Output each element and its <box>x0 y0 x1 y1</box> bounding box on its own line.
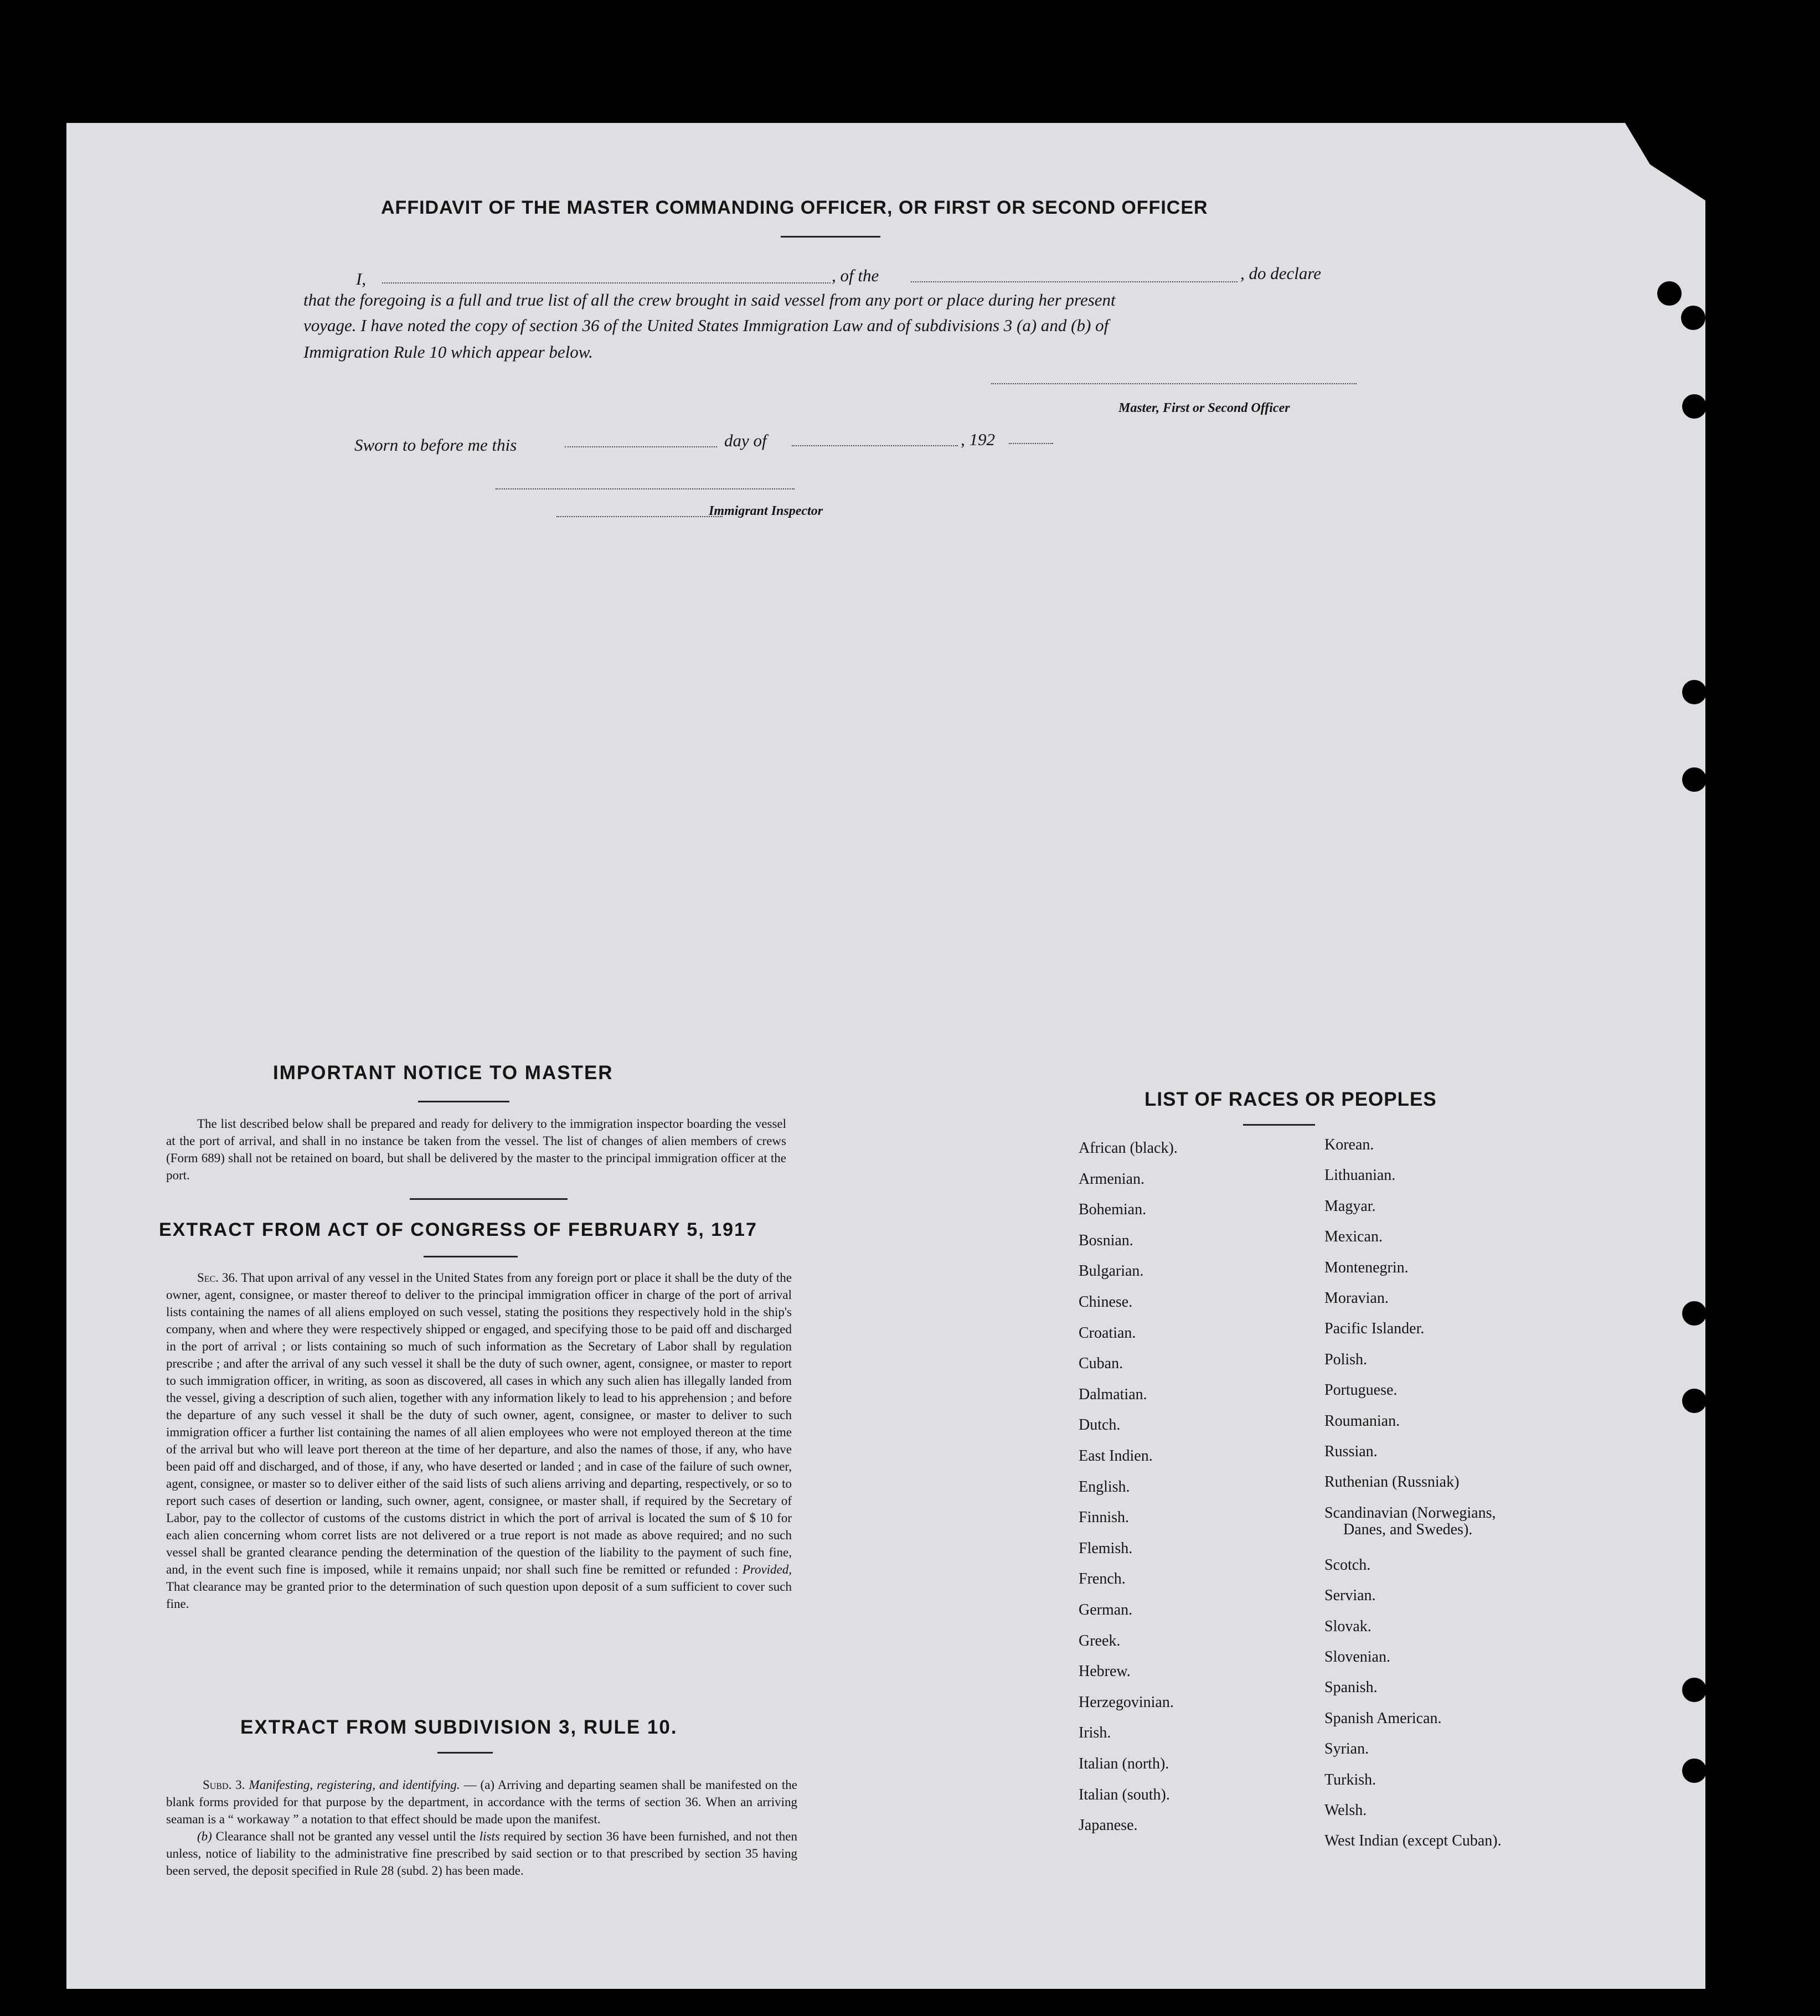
punch-hole <box>1682 1301 1706 1326</box>
notice-body: The list described below shall be prepared and ready for delivery to the immigration inspector boarding the vessel at the port of arrival, and shall in no instance be taken from the vessel. The list of changes of alien members of crews (Form 689) shall not be retained on board, but shall be delivered by the master to the principal immigration officer at the port. <box>166 1117 786 1182</box>
race-item: Syrian. <box>1324 1740 1369 1758</box>
races-title: LIST OF RACES OR PEOPLES <box>1144 1089 1437 1110</box>
race-item: West Indian (except Cuban). <box>1324 1832 1502 1850</box>
vessel-name-field[interactable] <box>911 281 1238 282</box>
punch-hole <box>1682 767 1706 792</box>
act-extract-body <box>166 1269 792 1612</box>
race-item: Bulgarian. <box>1079 1262 1144 1280</box>
inspector-signature-field-2[interactable] <box>556 516 723 517</box>
provided-label: Provided, <box>742 1563 792 1576</box>
race-item: African (black). <box>1079 1140 1178 1157</box>
rule-rule <box>437 1752 493 1754</box>
rule-extract-body <box>166 1776 797 1879</box>
notice-rule <box>418 1101 509 1102</box>
race-item: Turkish. <box>1324 1771 1376 1788</box>
declarant-name-field[interactable] <box>382 282 831 283</box>
race-item: Servian. <box>1324 1587 1376 1605</box>
race-item: Bohemian. <box>1079 1201 1147 1219</box>
punch-hole <box>1682 1678 1706 1702</box>
master-signature-field[interactable] <box>991 383 1357 384</box>
declarant-label: I, <box>356 269 367 288</box>
para-b-lists: lists <box>479 1829 500 1843</box>
race-item: Dutch. <box>1079 1416 1121 1434</box>
race-item: French. <box>1079 1570 1126 1588</box>
race-item: Welsh. <box>1324 1802 1367 1819</box>
act-text-end: That clearance may be granted prior to the determination of such question upon deposit of a sum sufficient to cover such fine. <box>166 1580 792 1611</box>
affidavit-title: AFFIDAVIT OF THE MASTER COMMANDING OFFICER, OR FIRST OR SECOND OFFICER <box>381 197 1208 218</box>
race-item: Portuguese. <box>1324 1381 1398 1399</box>
race-item: Slovenian. <box>1324 1648 1390 1666</box>
race-item: English. <box>1079 1478 1130 1496</box>
race-item: Polish. <box>1324 1350 1368 1368</box>
race-item: Lithuanian. <box>1324 1167 1396 1184</box>
document-page <box>66 123 1705 1989</box>
para-a: — (a) Arriving and departing seamen shall be manifested on the blank forms provided for that purpose by the department, in accordance with the terms of section 36. When an arriving seaman is a “ workaway ” a notation to that effect should be made upon the manifest. <box>166 1778 798 1826</box>
affidavit-line-4: Immigration Rule 10 which appear below. <box>303 342 593 362</box>
punch-hole <box>1682 680 1706 704</box>
race-item: Russian. <box>1324 1443 1378 1460</box>
race-item: Cuban. <box>1079 1355 1123 1373</box>
race-item: Finnish. <box>1079 1509 1130 1527</box>
race-item: Irish. <box>1079 1724 1111 1742</box>
race-item: Dalmatian. <box>1079 1385 1147 1403</box>
race-item: Croatian. <box>1079 1324 1136 1342</box>
sworn-day-field[interactable] <box>565 446 717 447</box>
race-item: Italian (south). <box>1079 1786 1170 1803</box>
race-item: Spanish. <box>1324 1679 1378 1697</box>
year-label: , 192 <box>961 430 995 449</box>
act-extract-title: EXTRACT FROM ACT OF CONGRESS OF FEBRUARY 5, 1917 <box>159 1219 757 1240</box>
race-item: Chinese. <box>1079 1293 1133 1311</box>
punch-hole <box>1681 306 1705 330</box>
notice-divider <box>410 1198 568 1200</box>
race-item: Korean. <box>1324 1136 1374 1153</box>
punch-hole <box>1657 281 1682 306</box>
race-item: Italian (north). <box>1079 1755 1169 1772</box>
notice-title: IMPORTANT NOTICE TO MASTER <box>273 1062 613 1084</box>
race-item: Scandinavian (Norwegians, <box>1324 1504 1496 1522</box>
subd-label: Subd. 3. <box>203 1778 245 1792</box>
race-item: Slovak. <box>1324 1617 1372 1635</box>
race-item: Danes, and Swedes). <box>1343 1520 1473 1538</box>
punch-hole <box>1682 1759 1706 1783</box>
act-text: That upon arrival of any vessel in the United States from any foreign port or place it shall be the duty of the owner, agent, consignee, or master thereof to deliver to the principal immigration officer in charge of the port of arrival lists containing the names of all aliens employed on such vessel, stating the positions they respectively hold in the ship's company, when and where they were respectively shipped or engaged, and specifying those to be paid off and discharged in the port of arrival ; or lists containing so much of such information as the Secretary of Labor shall by regulation prescribe ; and after the arrival of any such vessel it shall be the duty of such owner, agent, consignee, or master to report to such immigration officer, in writing, as soon as discovered, all cases in which any such alien has illegally landed from the vessel, giving a description of such alien, together with any information likely to lead to his apprehension ; and before the departure of any such vessel it shall be the duty of such owner, agent, consignee, or master to deliver to such immigration officer a further list containing the names of all alien employees who were not employed thereon at the time of the arrival but who will leave port thereon at the time of her departure, and also the names of those, if any, who have been paid off and discharged, and of those, if any, who have deserted or landed ; and in case of the failure of such owner, agent, consignee, or master so to deliver either of the said lists of such aliens arriving and departing, respectively, or so to report such cases of desertion or landing, such owner, agent, consignee, or master shall, if required by the Secretary of Labor, pay to the collector of customs of the customs district in which the port of arrival is located the sum of $ 10 for each alien concerning whom corret lists are not delivered or a true report is not made as above required; and no such vessel shall be granted clearance pending the determination of the question of the liability to the payment of such fine, and, in the event such fine is imposed, while it remains unpaid; nor shall such fine be remitted or refunded : <box>166 1271 792 1576</box>
race-item: Bosnian. <box>1079 1231 1133 1249</box>
rule-extract-title: EXTRACT FROM SUBDIVISION 3, RULE 10. <box>240 1716 678 1738</box>
sworn-label: Sworn to before me this <box>354 435 517 455</box>
race-item: Scotch. <box>1324 1556 1371 1574</box>
affidavit-line-2: that the foregoing is a full and true list of all the crew brought in said vessel from any port or place during her present <box>303 290 1116 310</box>
sworn-month-field[interactable] <box>792 445 958 446</box>
master-signature-label: Master, First or Second Officer <box>1118 401 1290 415</box>
para-b-label: (b) <box>197 1829 212 1843</box>
inspector-label: Immigrant Inspector <box>709 504 823 518</box>
title-rule <box>781 236 880 238</box>
sworn-year-field[interactable] <box>1009 443 1053 444</box>
punch-hole <box>1682 394 1706 419</box>
para-b-1: Clearance shall not be granted any vessel until the <box>215 1829 476 1843</box>
race-item: Magyar. <box>1324 1197 1376 1215</box>
subd-heading: Manifesting, registering, and identifying. <box>249 1778 460 1792</box>
race-item: Mexican. <box>1324 1228 1383 1246</box>
para-b-2: required by section 36 have been furnished, and not then unless, notice of liability to the administrative fine prescribed by said section or to that prescribed by section 35 having been served, the deposit specified in Rule 28 (subd. 2) has been made. <box>166 1829 798 1878</box>
race-item: German. <box>1079 1601 1133 1618</box>
sec-label: Sec. 36. <box>197 1271 238 1285</box>
punch-hole <box>1682 1389 1706 1413</box>
race-item: East Indien. <box>1079 1447 1153 1465</box>
race-item: Flemish. <box>1079 1539 1133 1557</box>
race-item: Herzegovinian. <box>1079 1693 1174 1711</box>
act-rule <box>424 1256 518 1257</box>
affidavit-line-3: voyage. I have noted the copy of section 36 of the United States Immigration Law and of subdivisions 3 (a) and (b) of <box>303 316 1109 335</box>
race-item: Roumanian. <box>1324 1412 1400 1430</box>
race-item: Armenian. <box>1079 1170 1144 1188</box>
race-item: Greek. <box>1079 1632 1121 1649</box>
race-item: Ruthenian (Russniak) <box>1324 1473 1460 1491</box>
vessel-label: , of the <box>832 266 879 285</box>
race-item: Japanese. <box>1079 1817 1138 1834</box>
race-item: Pacific Islander. <box>1324 1320 1425 1338</box>
race-item: Moravian. <box>1324 1290 1389 1307</box>
declare-label: , do declare <box>1240 264 1322 283</box>
race-item: Spanish American. <box>1324 1709 1442 1727</box>
race-item: Montenegrin. <box>1324 1259 1409 1276</box>
day-of-label: day of <box>724 431 767 450</box>
inspector-signature-field[interactable] <box>496 488 795 489</box>
races-rule <box>1243 1124 1315 1126</box>
race-item: Hebrew. <box>1079 1663 1131 1680</box>
